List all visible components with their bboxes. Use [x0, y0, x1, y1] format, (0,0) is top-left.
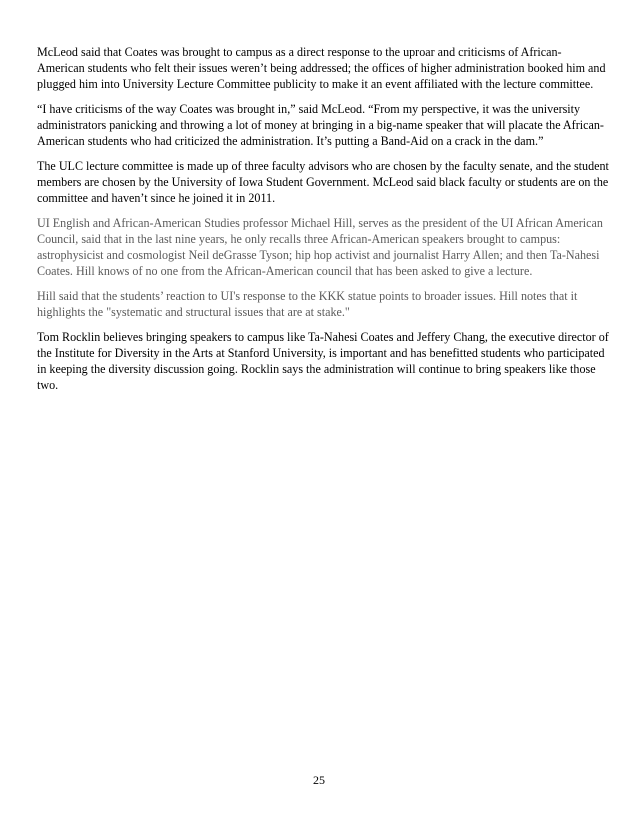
paragraph-michael-hill: UI English and African-American Studies professor Michael Hill, serves as the president of the UI African American Council, said that in the last nine years, he only recalls three African-American speakers brought to campus: astrophysicist and cosmologist Neil deGrasse Tyson; hip hop activist and journalist Harry Allen; and then Ta-Nahesi Coates. Hill knows of no one from the African-American council that has been asked to give a lecture. [37, 216, 603, 278]
page-number: 25 [313, 773, 325, 787]
paragraph-ulc-committee: The ULC lecture committee is made up of three faculty advisors who are chosen by the faculty senate, and the student members are chosen by the University of Iowa Student Government. McLeod said black faculty or students are on the committee and haven’t since he joined it in 2011. [37, 159, 609, 205]
paragraph-mcleod-quote: “I have criticisms of the way Coates was brought in,” said McLeod. “From my perspective, it was the university administrators panicking and throwing a lot of money at bringing in a big-name speaker that will placate the African-American students who had criticized the administration. It’s putting a Band-Aid on a crack in the dam.” [37, 102, 604, 148]
article-body [37, 44, 609, 402]
paragraph-mcleod-coates: McLeod said that Coates was brought to campus as a direct response to the uproar and criticisms of African-American students who felt their issues weren’t being addressed; the offices of higher administration booked him and plugged him into University Lecture Committee publicity to make it an event affiliated with the lecture committee. [37, 45, 606, 91]
paragraph-tom-rocklin: Tom Rocklin believes bringing speakers to campus like Ta-Nahesi Coates and Jeffery Chang, the executive director of the Institute for Diversity in the Arts at Stanford University, is important and has benefitted students who participated in keeping the diversity discussion going. Rocklin says the administration will continue to bring speakers like those two. [37, 330, 609, 392]
paragraph-hill-kkk-statue: Hill said that the students’ reaction to UI's response to the KKK statue points to broader issues. Hill notes that it highlights the "systematic and structural issues that are at stake." [37, 289, 578, 319]
